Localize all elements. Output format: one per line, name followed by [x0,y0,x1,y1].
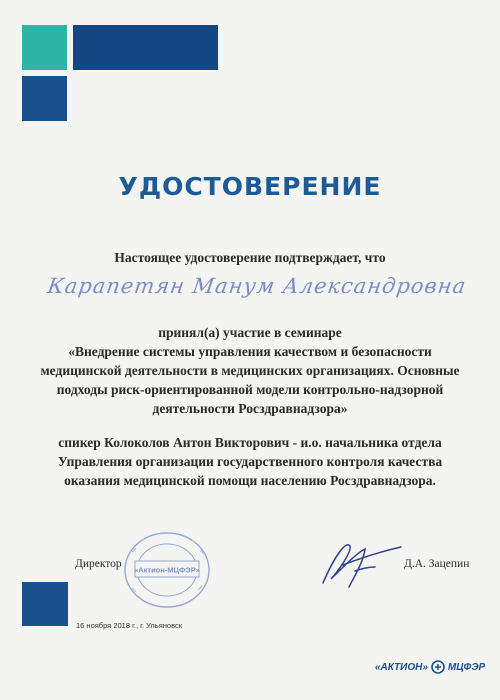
seminar-line: медицинской деятельности в медицинских организациях. Основные [40,363,460,378]
signer-name: Д.А. Зацепин [404,558,470,570]
speaker-line: оказания медицинской помощи населению Росздравнадзора. [64,473,436,488]
footer-logo [375,660,485,674]
deco-square-navy [22,76,67,121]
speaker-line: Управления организации государственного контроля качества [57,454,443,469]
deco-bar-navy [73,25,218,70]
logo-mcfer: МЦФЭР [447,661,486,673]
logo-aktion: «АКТИОН» [375,661,428,673]
date-place: 16 ноября 2018 г., г. Ульяновск [76,621,183,630]
seminar-line: деятельности Росздравнадзора» [152,401,348,416]
speaker-line: спикер Колоколов Антон Викторович - и.о. начальника отдела [58,435,442,450]
certificate-title: УДОСТОВЕРЕНИЕ [118,172,382,201]
director-signature [305,535,405,595]
organization-stamp [122,530,212,610]
stamp-text: «Актион-МЦФЭР» [134,565,200,575]
speaker-info [40,433,460,490]
seminar-line: подходы риск-ориентированной модели контрольно-надзорной [56,382,444,397]
deco-square-teal [22,25,67,70]
intro-text: Настоящее удостоверение подтверждает, что [114,250,386,265]
director-label: Директор [75,558,122,570]
logo-mark-icon [431,660,445,674]
seminar-line: «Внедрение системы управления качеством и безопасности [68,344,432,359]
recipient-name-handwritten: Карапетян Манум Александровна [46,274,468,298]
deco-square-bottom [22,582,68,626]
seminar-title [40,342,460,418]
participation-text: принял(а) участие в семинаре [158,325,342,340]
